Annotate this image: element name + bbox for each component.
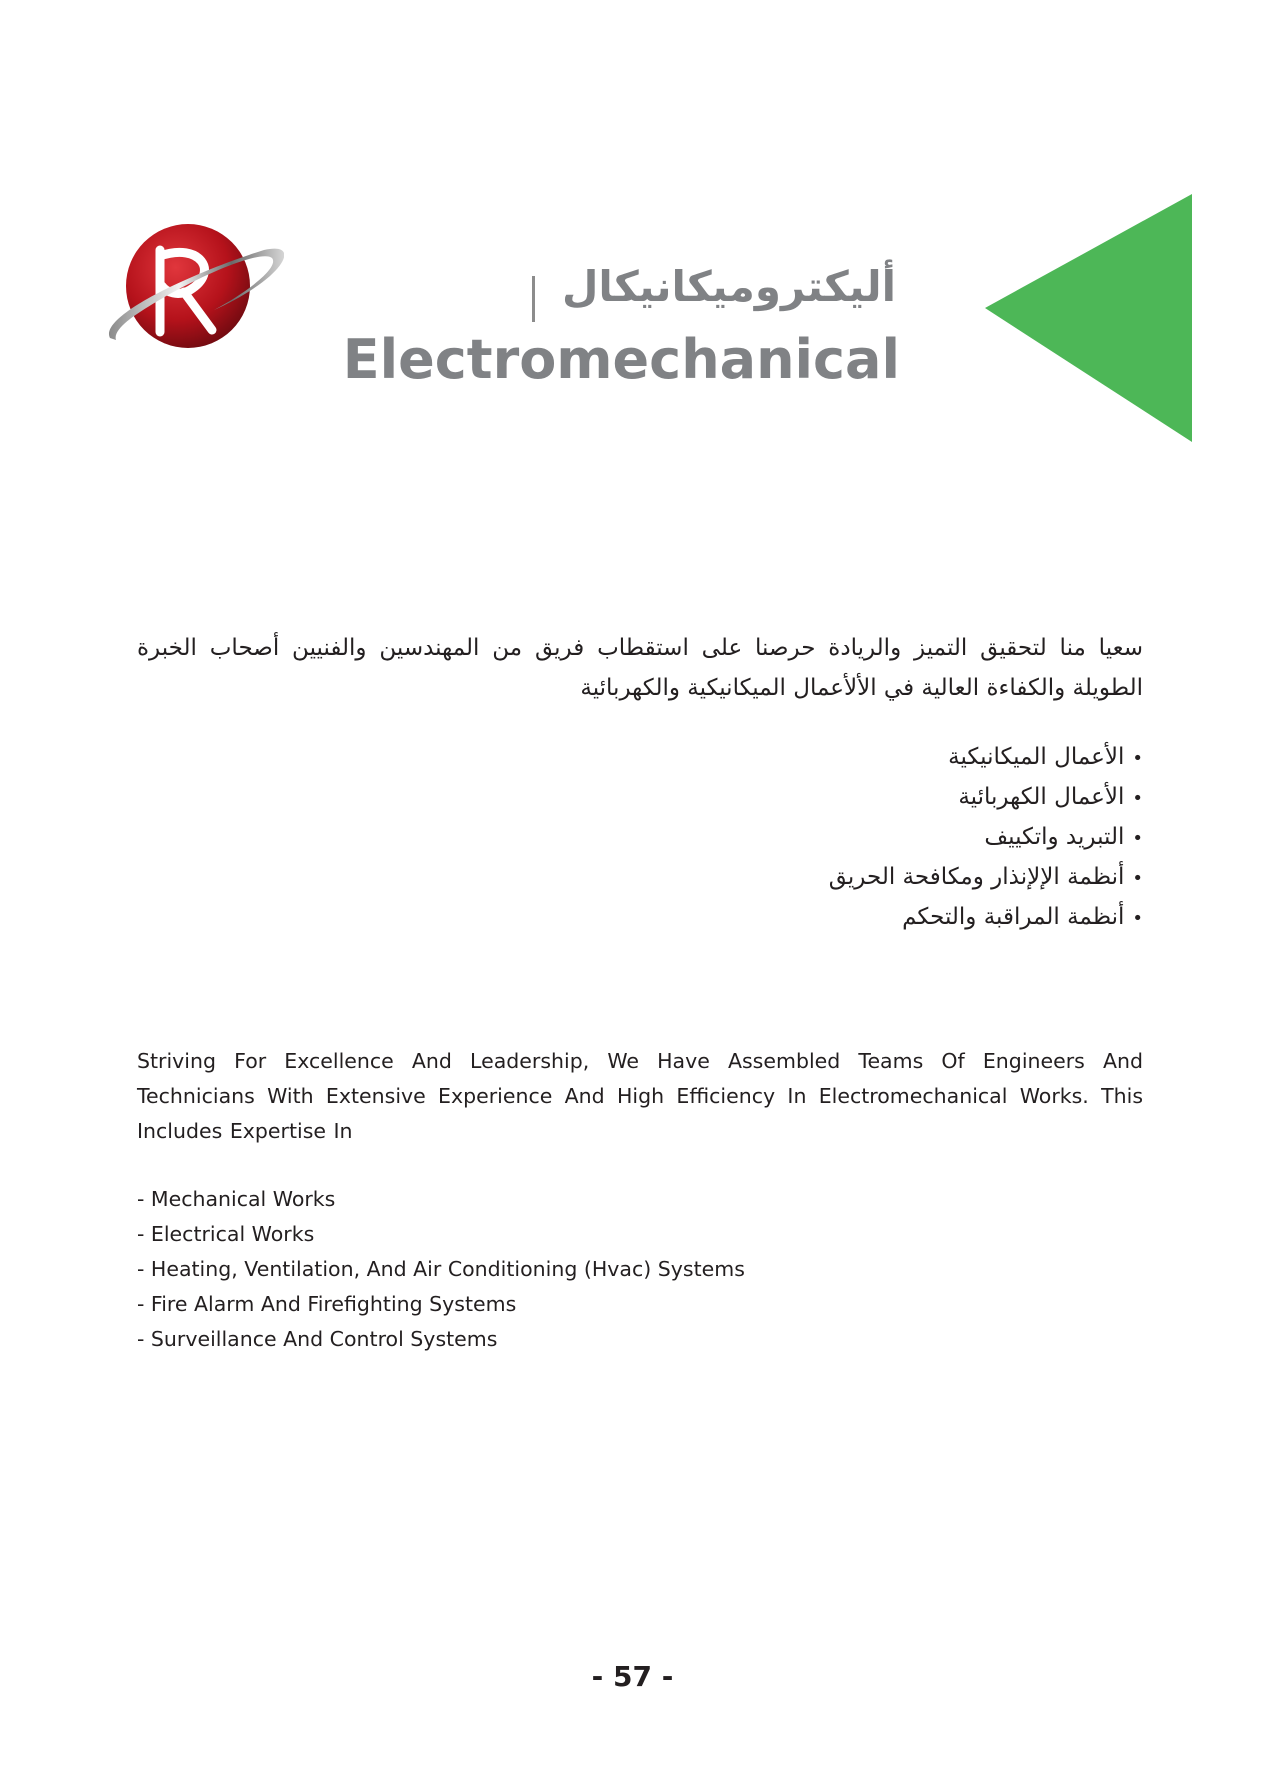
list-item: - Heating, Ventilation, And Air Conditioning (Hvac) Systems: [137, 1257, 745, 1281]
list-item-label: الأعمال الكهربائية: [958, 784, 1125, 810]
list-item: [137, 818, 1143, 858]
list-item: [137, 738, 1143, 778]
page-title-arabic: أليكتروميكانيكال: [561, 262, 896, 311]
title-block: [342, 262, 900, 391]
bullet-icon: •: [1132, 828, 1143, 849]
english-section: [137, 1044, 1143, 1357]
bullet-icon: •: [1132, 908, 1143, 929]
bullet-icon: •: [1132, 748, 1143, 769]
arabic-title-row: [360, 262, 900, 332]
title-divider: [532, 276, 535, 322]
arabic-section: [137, 628, 1143, 938]
green-triangle-decoration: [985, 194, 1192, 442]
list-item: [137, 858, 1143, 898]
list-item-label: أنظمة الإلإنذار ومكافحة الحريق: [828, 864, 1125, 890]
bullet-icon: •: [1132, 788, 1143, 809]
list-item: [137, 778, 1143, 818]
list-item: - Electrical Works: [137, 1222, 315, 1246]
list-item-label: التبريد واتكييف: [984, 824, 1125, 850]
bullet-icon: •: [1132, 868, 1143, 889]
list-item-label: أنظمة المراقبة والتحكم: [902, 904, 1125, 930]
arabic-services-list: [137, 738, 1143, 938]
list-item-label: الأعمال الميكانيكية: [948, 744, 1125, 770]
list-item: [137, 898, 1143, 938]
company-logo: [104, 220, 284, 360]
list-item: - Fire Alarm And Firefighting Systems: [137, 1292, 517, 1316]
arabic-paragraph: سعيا منا لتحقيق التميز والريادة حرصنا على استقطاب فريق من المهندسين والفنيين أصحاب الخبرة الطويلة والكفاءة العالية في الألأعمال الميكانيكية والكهربائية: [137, 635, 1143, 701]
page-title: Electromechanical: [342, 328, 900, 391]
english-paragraph: Striving For Excellence And Leadership, We Have Assembled Teams Of Engineers And Technicians With Extensive Experience And High Efficiency In Electromechanical Works. This Includes Expertise In: [137, 1049, 1143, 1143]
english-services-list: [137, 1182, 1143, 1357]
page-number: - 57 -: [591, 1660, 674, 1693]
list-item: - Mechanical Works: [137, 1187, 336, 1211]
list-item: - Surveillance And Control Systems: [137, 1327, 498, 1351]
